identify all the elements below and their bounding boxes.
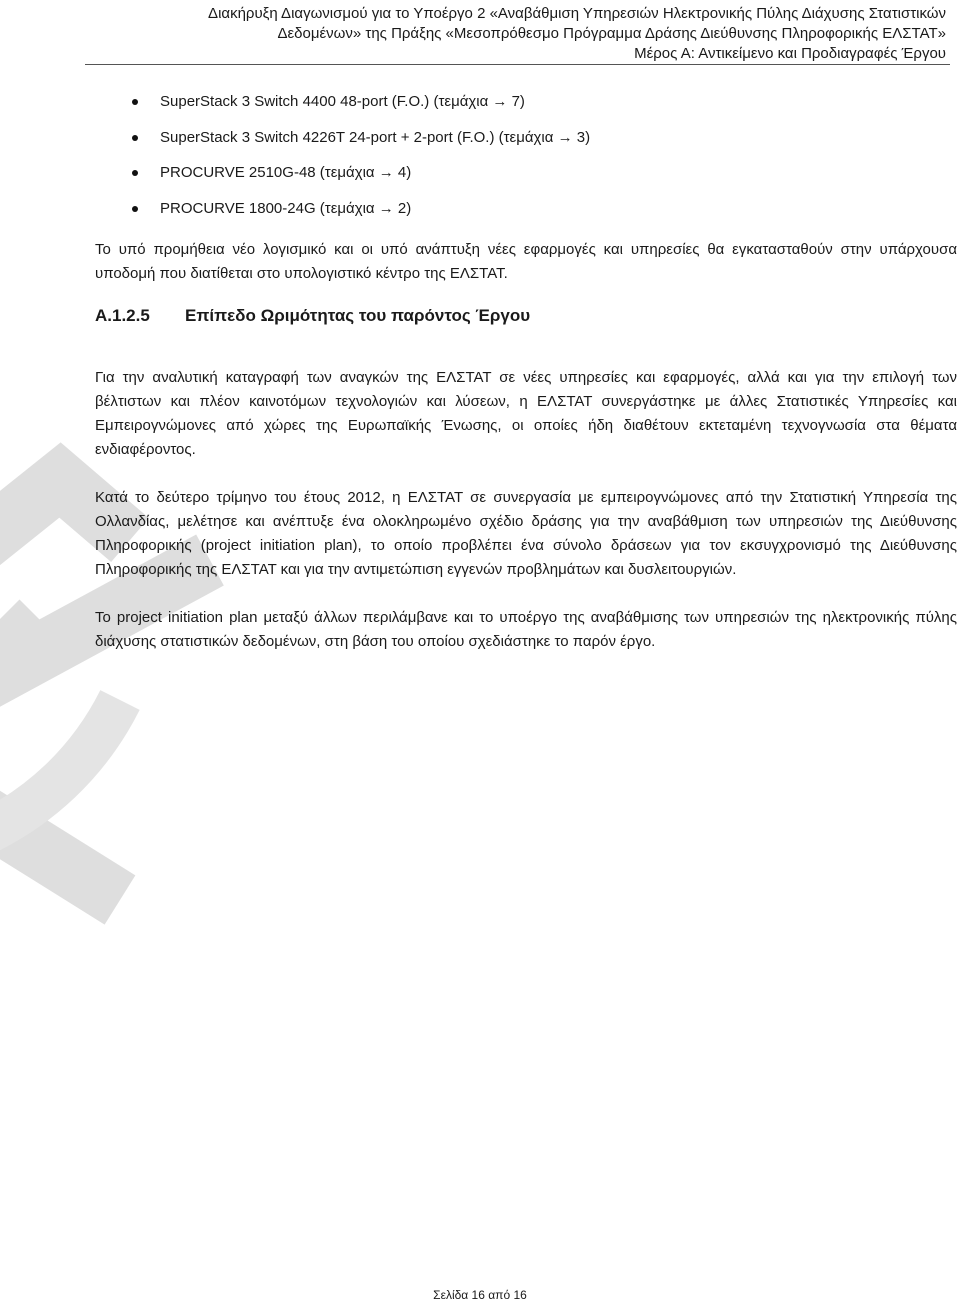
page-number: Σελίδα 16 από 16 (433, 1288, 527, 1302)
section-heading (95, 300, 957, 332)
list-item-text: PROCURVE 2510G-48 (τεμάχια → 4) (160, 164, 412, 181)
paragraph-project: Το project initiation plan μεταξύ άλλων περιλάμβανε και το υποέργο της αναβάθμισης των υπηρεσιών της ηλεκτρονικής πύλης διάχυσης στατιστικών δεδομένων, στη βάση του οποίου σχεδιάστηκε το παρόν έργο. (95, 609, 957, 650)
bullet-icon (132, 135, 138, 141)
list-item-text: SuperStack 3 Switch 4400 48-port (F.O.) (τεμάχια → 7) (160, 93, 525, 110)
document-body (95, 90, 957, 654)
page-header (46, 4, 946, 64)
list-item (95, 90, 957, 126)
equipment-list (95, 90, 957, 232)
paragraph-infrastructure: Το υπό προμήθεια νέο λογισμικό και οι υπό ανάπτυξη νέες εφαρμογές και υπηρεσίες θα εγκατασταθούν στην υπάρχουσα υποδομή που διατίθεται στο υπολογιστικό κέντρο της ΕΛΣΤΑΤ. (95, 241, 957, 282)
header-line-2: Δεδομένων» της Πράξης «Μεσοπρόθεσμο Πρόγραμμα Δράσης Διεύθυνσης Πληροφορικής ΕΛΣΤΑΤ» (277, 25, 946, 42)
list-item (95, 197, 957, 233)
paragraph-needs: Για την αναλυτική καταγραφή των αναγκών της ΕΛΣΤΑΤ σε νέες υπηρεσίες και εφαρμογές, αλλά και για την επιλογή των βέλτιστων και πλέον καινοτόμων τεχνολογιών και λύσεων, η ΕΛΣΤΑΤ συνεργάστηκε με άλλες Στατιστικές Υπηρεσίες και Εμπειρογνώμονες από χώρες της Ευρωπαϊκής Ένωσης, οι οποίες ήδη διαθέτουν εκτεταμένη τεχνογνωσία στα θέματα ενδιαφέροντος. (95, 369, 957, 458)
section-title: Επίπεδο Ωριμότητας του παρόντος Έργου (185, 306, 531, 325)
section-number: Α.1.2.5 (95, 306, 150, 325)
header-line-1: Διακήρυξη Διαγωνισμού για το Υποέργο 2 «Αναβάθμιση Υπηρεσιών Ηλεκτρονικής Πύλης Διάχυσης Στατιστικών (208, 5, 946, 22)
bullet-icon (132, 206, 138, 212)
header-divider (85, 64, 950, 65)
paragraph-plan: Κατά το δεύτερο τρίμηνο του έτους 2012, η ΕΛΣΤΑΤ σε συνεργασία με εμπειρογνώμονες από την Στατιστική Υπηρεσία της Ολλανδίας, μελέτησε και ανέπτυξε ένα ολοκληρωμένο σχέδιο δράσης για την αναβάθμιση των υπηρεσιών της Διεύθυνσης Πληροφορικής (project initiation plan), το οποίο προβλέπει ένα σύνολο δράσεων για τον εκσυγχρονισμό της Διεύθυνσης Πληροφορικής της ΕΛΣΤΑΤ και για την αντιμετώπιση εγγενών προβλημάτων και δυσλειτουργιών. (95, 489, 957, 578)
list-item (95, 161, 957, 197)
list-item-text: SuperStack 3 Switch 4226T 24-port + 2-port (F.O.) (τεμάχια → 3) (160, 128, 591, 146)
header-line-3: Μέρος Α: Αντικείμενο και Προδιαγραφές Έργου (634, 45, 946, 62)
list-item (95, 126, 957, 162)
bullet-icon (132, 170, 138, 176)
list-item-text: PROCURVE 1800-24G (τεμάχια → 2) (160, 199, 412, 217)
bullet-icon (132, 99, 138, 105)
